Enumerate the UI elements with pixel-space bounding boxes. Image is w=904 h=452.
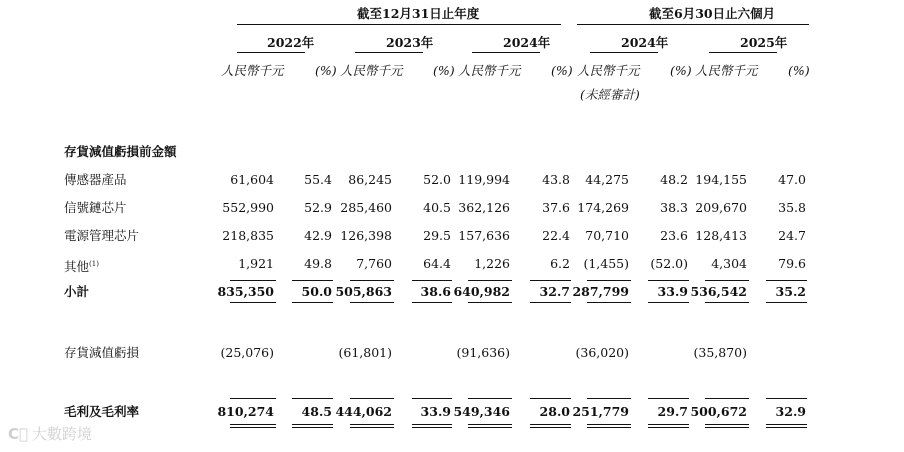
year-2024: 2024年	[503, 35, 551, 50]
table-rule	[230, 398, 276, 399]
row2-cell: 157,636	[458, 228, 510, 243]
row3-cell: 6.2	[550, 256, 570, 271]
unit-header: 人民幣千元	[221, 63, 284, 78]
gross-label: 毛利及毛利率	[64, 404, 140, 419]
table-rule	[648, 398, 689, 399]
table-rule	[412, 280, 452, 281]
row0-cell: 61,604	[230, 172, 274, 187]
table-rule	[766, 427, 807, 428]
year-rule	[709, 52, 777, 53]
pct-header: (%)	[670, 63, 692, 78]
gross-cell: 549,346	[453, 404, 510, 419]
table-rule	[468, 424, 512, 425]
table-rule	[530, 398, 571, 399]
year-2023: 2023年	[386, 35, 434, 50]
row3-cell: 7,760	[356, 256, 392, 271]
impairment-cell: (36,020)	[575, 345, 629, 360]
row3-cell: 4,304	[711, 256, 747, 271]
row1-cell: 38.3	[660, 200, 688, 215]
header-fy-group: 截至12月31日止年度	[357, 6, 480, 21]
year-2024-h1: 2024年	[621, 35, 669, 50]
year-2022: 2022年	[267, 35, 315, 50]
row-label-power: 電源管理芯片	[64, 228, 140, 243]
subtotal-cell: 33.9	[657, 284, 688, 299]
table-rule	[530, 280, 571, 281]
table-rule	[230, 302, 276, 303]
impairment-cell: (35,870)	[693, 345, 747, 360]
row3-cell: (52.0)	[650, 256, 688, 271]
gross-cell: 444,062	[335, 404, 392, 419]
gross-cell: 29.7	[657, 404, 688, 419]
row2-cell: 218,835	[222, 228, 274, 243]
row-label-signal-chain: 信號鏈芯片	[64, 200, 127, 215]
row3-cell: 79.6	[778, 256, 806, 271]
table-rule	[705, 427, 749, 428]
gross-cell: 810,274	[217, 404, 274, 419]
table-rule	[350, 302, 394, 303]
row1-cell: 174,269	[577, 200, 629, 215]
table-rule	[587, 280, 631, 281]
table-rule	[292, 424, 333, 425]
table-rule	[468, 302, 512, 303]
row0-cell: 47.0	[778, 172, 806, 187]
table-rule	[412, 427, 452, 428]
subtotal-cell: 50.0	[301, 284, 332, 299]
header-h1-rule	[577, 24, 809, 25]
subtotal-cell: 505,863	[335, 284, 392, 299]
row2-cell: 126,398	[340, 228, 392, 243]
table-rule	[350, 424, 394, 425]
row3-cell: (1,455)	[583, 256, 629, 271]
table-rule	[648, 424, 689, 425]
row1-cell: 52.9	[304, 200, 332, 215]
row1-cell: 209,670	[695, 200, 747, 215]
row0-cell: 55.4	[304, 172, 332, 187]
table-rule	[766, 424, 807, 425]
table-rule	[705, 302, 749, 303]
impairment-cell: (25,076)	[220, 345, 274, 360]
row1-cell: 37.6	[542, 200, 570, 215]
table-rule	[587, 398, 631, 399]
row2-cell: 29.5	[423, 228, 451, 243]
subtotal-label: 小計	[64, 284, 90, 299]
table-rule	[530, 302, 571, 303]
impairment-cell: (91,636)	[456, 345, 510, 360]
table-rule	[292, 302, 333, 303]
table-rule	[412, 398, 452, 399]
row3-cell: 1,226	[474, 256, 510, 271]
gross-cell: 251,779	[572, 404, 629, 419]
header-h1-group: 截至6月30日止六個月	[649, 6, 776, 21]
pct-header: (%)	[315, 63, 337, 78]
gross-cell: 32.9	[775, 404, 806, 419]
table-rule	[292, 427, 333, 428]
row0-cell: 86,245	[348, 172, 392, 187]
table-rule	[705, 424, 749, 425]
table-rule	[530, 424, 571, 425]
table-rule	[705, 398, 749, 399]
year-rule	[590, 52, 658, 53]
table-rule	[530, 427, 571, 428]
row3-cell: 64.4	[423, 256, 451, 271]
row2-cell: 70,710	[585, 228, 629, 243]
impairment-label: 存貨減值虧損	[64, 345, 140, 360]
unit-header: 人民幣千元	[458, 63, 521, 78]
watermark-logo: C⃝	[8, 425, 29, 443]
table-rule	[292, 398, 333, 399]
subtotal-cell: 38.6	[420, 284, 451, 299]
table-rule	[350, 398, 394, 399]
table-rule	[648, 427, 689, 428]
row1-cell: 552,990	[222, 200, 274, 215]
pct-header: (%)	[433, 63, 455, 78]
watermark	[8, 423, 92, 444]
gross-cell: 500,672	[690, 404, 747, 419]
table-rule	[412, 424, 452, 425]
pct-header: (%)	[551, 63, 573, 78]
table-rule	[587, 427, 631, 428]
unaudited-note: (未經審計)	[580, 87, 640, 102]
table-rule	[648, 302, 689, 303]
row3-cell: 49.8	[304, 256, 332, 271]
table-rule	[468, 398, 512, 399]
year-rule	[472, 52, 540, 53]
row0-cell: 44,275	[585, 172, 629, 187]
subtotal-cell: 35.2	[775, 284, 806, 299]
subtotal-cell: 287,799	[572, 284, 629, 299]
watermark-text: 大數跨境	[32, 425, 93, 443]
pct-header: (%)	[788, 63, 810, 78]
row2-cell: 23.6	[660, 228, 688, 243]
gross-cell: 28.0	[539, 404, 570, 419]
table-rule	[587, 424, 631, 425]
header-fy-rule	[237, 24, 561, 25]
table-rule	[766, 398, 807, 399]
gross-cell: 33.9	[420, 404, 451, 419]
row2-cell: 22.4	[542, 228, 570, 243]
unit-header: 人民幣千元	[695, 63, 758, 78]
table-rule	[468, 427, 512, 428]
table-rule	[648, 280, 689, 281]
row2-cell: 42.9	[304, 228, 332, 243]
subtotal-cell: 32.7	[539, 284, 570, 299]
row0-cell: 52.0	[423, 172, 451, 187]
table-rule	[230, 424, 276, 425]
row1-cell: 285,460	[340, 200, 392, 215]
year-rule	[237, 52, 305, 53]
row3-cell: 1,921	[238, 256, 274, 271]
table-rule	[705, 280, 749, 281]
row0-cell: 119,994	[458, 172, 510, 187]
row2-cell: 24.7	[778, 228, 806, 243]
table-rule	[350, 280, 394, 281]
subtotal-cell: 640,982	[453, 284, 510, 299]
row-label-sensor: 傳感器產品	[64, 172, 127, 187]
subtotal-cell: 536,542	[690, 284, 747, 299]
footnote-mark: (1)	[89, 260, 99, 268]
table-rule	[766, 302, 807, 303]
gross-cell: 48.5	[301, 404, 332, 419]
row0-cell: 43.8	[542, 172, 570, 187]
table-rule	[766, 280, 807, 281]
table-rule	[587, 302, 631, 303]
table-rule	[230, 280, 276, 281]
table-rule	[230, 427, 276, 428]
row-label-other: 其他$^{(1)}$	[64, 259, 99, 275]
section-title: 存貨減值虧損前金額	[64, 144, 177, 159]
row1-cell: 40.5	[423, 200, 451, 215]
year-rule	[355, 52, 423, 53]
year-2025-h1: 2025年	[740, 35, 788, 50]
table-rule	[412, 302, 452, 303]
table-rule	[350, 427, 394, 428]
table-rule	[468, 280, 512, 281]
impairment-cell: (61,801)	[338, 345, 392, 360]
subtotal-cell: 835,350	[217, 284, 274, 299]
unit-header: 人民幣千元	[577, 63, 640, 78]
unit-header: 人民幣千元	[340, 63, 403, 78]
row1-cell: 362,126	[458, 200, 510, 215]
table-rule	[292, 280, 333, 281]
row2-cell: 128,413	[695, 228, 747, 243]
row0-cell: 48.2	[660, 172, 688, 187]
row1-cell: 35.8	[778, 200, 806, 215]
row0-cell: 194,155	[695, 172, 747, 187]
